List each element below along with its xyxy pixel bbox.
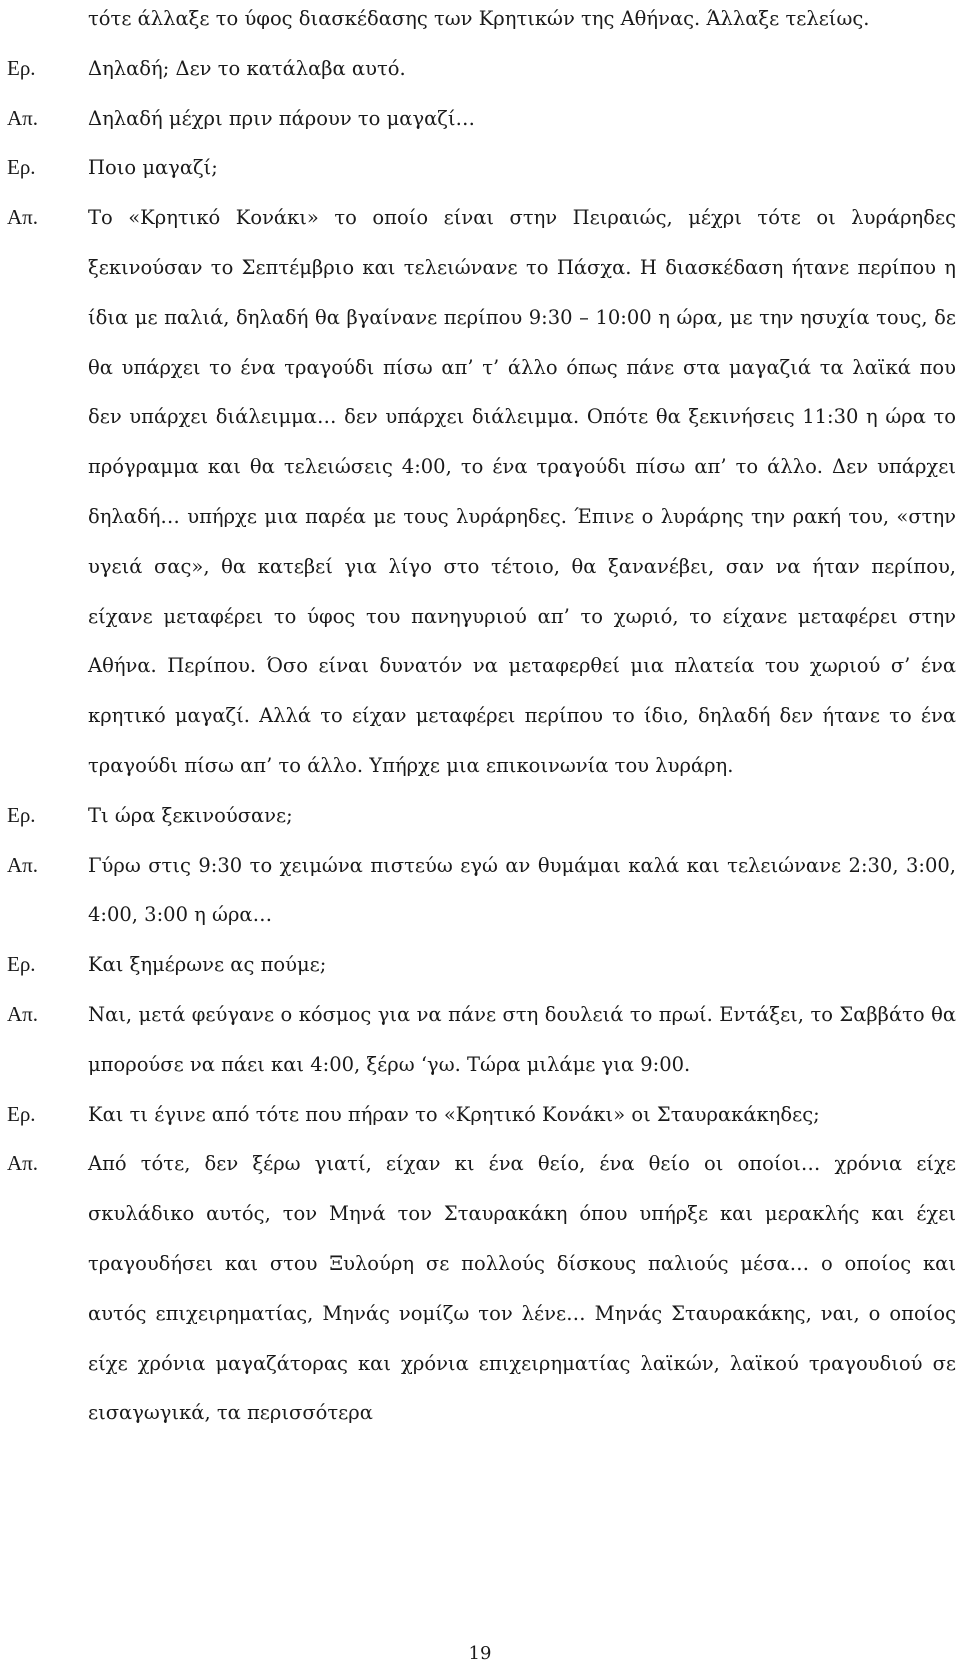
entry-text: Δηλαδή; Δεν το κατάλαβα αυτό. xyxy=(88,56,406,80)
interview-entry xyxy=(0,193,960,791)
interview-entry xyxy=(0,791,960,841)
interview-entry xyxy=(0,841,960,941)
entry-text: Τι ώρα ξεκινούσανε; xyxy=(88,803,293,827)
interview-entry xyxy=(0,44,960,94)
speaker-label: Ερ. xyxy=(7,802,36,827)
speaker-label: Ερ. xyxy=(7,155,36,180)
lead-paragraph xyxy=(0,0,960,44)
speaker-label: Απ. xyxy=(7,1001,39,1026)
entry-text: Και τι έγινε από τότε που πήραν το «Κρητικό Κονάκι» οι Σταυρακάκηδες; xyxy=(88,1102,820,1126)
speaker-label: Απ. xyxy=(7,205,39,230)
entry-text: Το «Κρητικό Κονάκι» το οποίο είναι στην Πειραιώς, μέχρι τότε οι λυράρηδες ξεκινούσαν το Σεπτέμβριο και τελειώνανε το Πάσχα. Η διασκέδαση ήτανε περίπου η ίδια με παλιά, δηλαδή θα βγαίνανε περίπου 9:30 – 10:00 η ώρα, με την ησυχία τους, δε θα υπάρχει το ένα τραγούδι πίσω απ’ τ’ άλλο όπως πάνε στα μαγαζιά τα λαϊκά που δεν υπάρχει διάλειμμα… δεν υπάρχει διάλειμμα. Οπότε θα ξεκινήσεις 11:30 η ώρα το πρόγραμμα και θα τελειώσεις 4:00, το ένα τραγούδι πίσω απ’ το άλλο. Δεν υπάρχει δηλαδή… υπήρχε μια παρέα με τους λυράρηδες. Έπινε ο λυράρης την ρακή του, «στην υγειά σας», θα κατεβεί για λίγο στο τέτοιο, θα ξανανέβει, σαν να ήταν περίπου, είχανε μεταφέρει το ύφος του πανηγυριού απ’ το χωριό, το είχανε μεταφέρει στην Αθήνα. Περίπου. Όσο είναι δυνατόν να μεταφερθεί μια πλατεία του χωριού σ’ ένα κρητικό μαγαζί. Αλλά το είχαν μεταφέρει περίπου το ίδιο, δηλαδή δεν ήτανε το ένα τραγούδι πίσω απ’ το άλλο. Υπήρχε μια επικοινωνία του λυράρη. xyxy=(88,206,956,777)
speaker-label: Ερ. xyxy=(7,55,36,80)
speaker-label: Ερ. xyxy=(7,1101,36,1126)
entry-text: Δηλαδή μέχρι πριν πάρουν το μαγαζί… xyxy=(88,106,475,130)
speaker-label: Απ. xyxy=(7,105,39,130)
interview-entry xyxy=(0,940,960,990)
speaker-label: Απ. xyxy=(7,1151,39,1176)
speaker-label: Ερ. xyxy=(7,952,36,977)
entry-text: Ναι, μετά φεύγανε ο κόσμος για να πάνε στη δουλειά το πρωί. Εντάξει, το Σαββάτο θα μπορούσε να πάει και 4:00, ξέρω ‘γω. Τώρα μιλάμε για 9:00. xyxy=(88,1002,956,1076)
entry-text: Ποιο μαγαζί; xyxy=(88,156,218,180)
interview-entry xyxy=(0,94,960,144)
entry-text: Και ξημέρωνε ας πούμε; xyxy=(88,953,327,977)
lead-text: τότε άλλαξε το ύφος διασκέδασης των Κρητικών της Αθήνας. Άλλαξε τελείως. xyxy=(88,7,870,30)
interview-entry xyxy=(0,1139,960,1438)
entry-text: Από τότε, δεν ξέρω γιατί, είχαν κι ένα θείο, ένα θείο οι οποίοι… χρόνια είχε σκυλάδικο αυτός, τον Μηνά τον Σταυρακάκη όπου υπήρξε και μερακλής και έχει τραγουδήσει και στου Ξυλούρη σε πολλούς δίσκους παλιούς μέσα… ο οποίος και αυτός επιχειρηματίας, Μηνάς νομίζω τον λένε… Μηνάς Σταυρακάκης, ναι, ο οποίος είχε χρόνια μαγαζάτορας και χρόνια επιχειρηματίας λαϊκών, λαϊκού τραγουδιού σε εισαγωγικά, τα περισσότερα xyxy=(88,1152,956,1425)
speaker-label: Απ. xyxy=(7,852,39,877)
interview-entry xyxy=(0,990,960,1090)
page-number: 19 xyxy=(468,1643,492,1664)
interview-entry xyxy=(0,143,960,193)
interview-entry xyxy=(0,1090,960,1140)
entry-text: Γύρω στις 9:30 το χειμώνα πιστεύω εγώ αν θυμάμαι καλά και τελειώνανε 2:30, 3:00, 4:00, 3:00 η ώρα… xyxy=(88,853,956,927)
